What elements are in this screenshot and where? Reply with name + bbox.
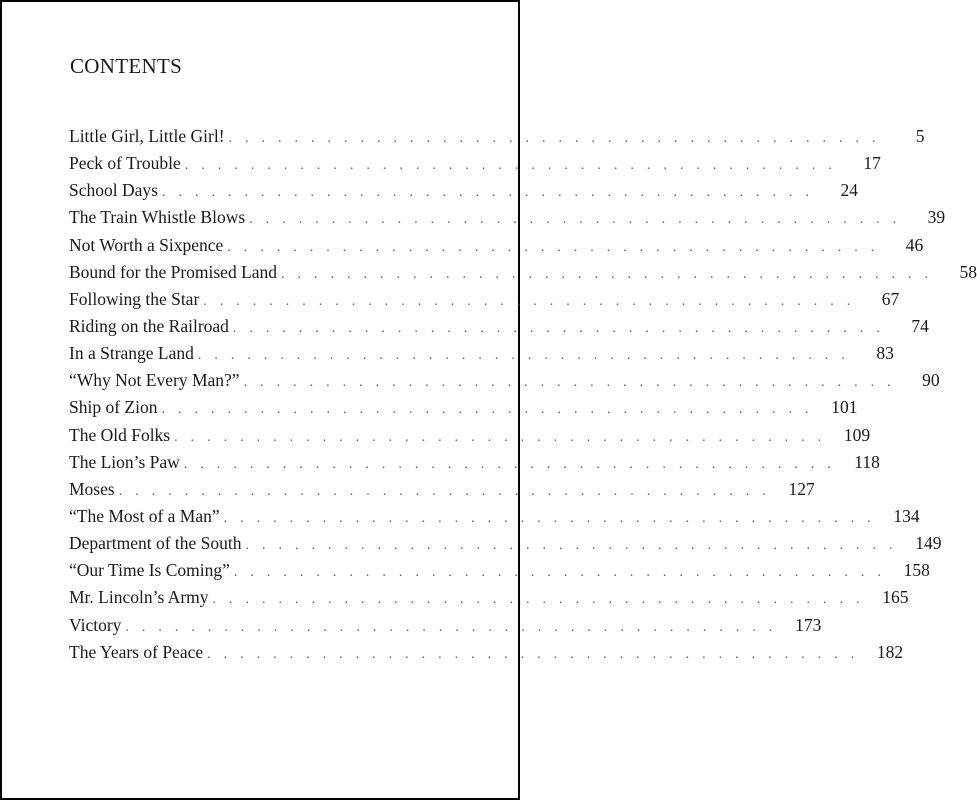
toc-entry bbox=[69, 478, 815, 506]
toc-entry bbox=[69, 614, 822, 642]
toc-entry bbox=[69, 587, 909, 614]
toc-entry-page-number: 67 bbox=[881, 288, 900, 309]
dot-leader: ........................................ bbox=[183, 456, 844, 472]
toc-entry bbox=[69, 397, 858, 424]
toc-entry-page-number: 173 bbox=[795, 614, 822, 635]
toc-entry-title: The Lion’s Paw bbox=[69, 451, 180, 472]
toc-entry-page-number: 83 bbox=[876, 343, 894, 364]
toc-entry bbox=[69, 315, 929, 343]
dot-leader: ........................................ bbox=[249, 212, 910, 228]
toc-entry bbox=[69, 288, 900, 316]
toc-entry-page-number: 158 bbox=[903, 560, 930, 581]
toc-entry-title: Bound for the Promised Land bbox=[69, 261, 278, 282]
toc-entry-title: “Why Not Every Man?” bbox=[69, 370, 240, 391]
dot-leader: ........................................ bbox=[212, 592, 873, 608]
dot-leader: ........................................ bbox=[161, 402, 822, 418]
toc-entry-title: Peck of Trouble bbox=[69, 153, 181, 174]
toc-entry-page-number: 90 bbox=[922, 370, 940, 391]
dot-leader: ........................................ bbox=[281, 266, 942, 282]
dot-leader: ........................................ bbox=[118, 483, 779, 499]
toc-entry bbox=[69, 505, 920, 533]
toc-entry-page-number: 46 bbox=[905, 234, 924, 255]
toc-entry-page-number: 101 bbox=[831, 397, 858, 418]
toc-entry bbox=[69, 424, 871, 452]
toc-entry-page-number: 58 bbox=[959, 261, 977, 282]
toc-entry bbox=[69, 641, 904, 669]
toc-entry bbox=[69, 560, 930, 587]
toc-entry bbox=[69, 234, 924, 262]
toc-entry-page-number: 182 bbox=[876, 641, 904, 662]
dot-leader: ........................................ bbox=[207, 646, 868, 662]
toc-entry bbox=[69, 533, 942, 560]
toc-entry-title: “Our Time Is Coming” bbox=[69, 560, 230, 581]
toc-entry bbox=[69, 207, 946, 234]
toc-entry-title: In a Strange Land bbox=[69, 343, 194, 364]
dot-leader: ........................................ bbox=[223, 510, 884, 526]
contents-heading: CONTENTS bbox=[70, 54, 183, 78]
toc-entry-page-number: 74 bbox=[911, 315, 929, 336]
toc-entry bbox=[69, 126, 925, 153]
toc-entry-title: Little Girl, Little Girl! bbox=[69, 126, 225, 146]
dot-leader: ........................................ bbox=[174, 429, 835, 445]
toc-entry-title: Following the Star bbox=[69, 288, 200, 309]
dot-leader: ........................................ bbox=[125, 619, 786, 635]
table-of-contents bbox=[69, 126, 977, 669]
toc-entry-title: Not Worth a Sixpence bbox=[69, 234, 224, 255]
toc-entry-page-number: 39 bbox=[927, 207, 946, 228]
dot-leader: ........................................ bbox=[232, 320, 893, 336]
dot-leader: ........................................ bbox=[227, 239, 888, 255]
toc-entry-title: Moses bbox=[69, 478, 115, 499]
toc-entry bbox=[69, 261, 977, 289]
toc-entry-title: Ship of Zion bbox=[69, 397, 158, 418]
toc-entry-title: Mr. Lincoln’s Army bbox=[69, 587, 209, 608]
dot-leader: ........................................ bbox=[245, 538, 906, 554]
dot-leader: ........................................ bbox=[161, 185, 822, 201]
toc-entry-page-number: 134 bbox=[893, 505, 920, 526]
toc-entry bbox=[69, 343, 894, 370]
dot-leader: ........................................ bbox=[184, 158, 845, 174]
toc-entry-title: School Days bbox=[69, 180, 158, 201]
toc-entry-title: Riding on the Railroad bbox=[69, 315, 229, 336]
dot-leader: ........................................ bbox=[203, 293, 864, 309]
dot-leader: ........................................ bbox=[233, 565, 894, 581]
toc-entry-page-number: 24 bbox=[840, 180, 858, 201]
toc-entry-title: “The Most of a Man” bbox=[69, 505, 220, 526]
toc-entry-page-number: 5 bbox=[915, 126, 925, 146]
toc-entry-title: The Old Folks bbox=[69, 424, 171, 445]
toc-entry bbox=[69, 153, 881, 180]
toc-entry-page-number: 149 bbox=[915, 533, 942, 554]
toc-entry-page-number: 17 bbox=[863, 153, 881, 174]
toc-entry bbox=[69, 180, 858, 207]
toc-entry-page-number: 127 bbox=[788, 478, 815, 499]
toc-entry-title: Department of the South bbox=[69, 533, 242, 554]
dot-leader: ........................................ bbox=[243, 375, 904, 391]
toc-entry-title: Victory bbox=[69, 614, 122, 635]
toc-entry bbox=[69, 370, 940, 397]
toc-entry-title: The Train Whistle Blows bbox=[69, 207, 246, 228]
toc-entry bbox=[69, 451, 880, 479]
toc-entry-page-number: 165 bbox=[882, 587, 909, 608]
toc-entry-title: The Years of Peace bbox=[69, 641, 204, 662]
dot-leader: ........................................ bbox=[197, 348, 858, 364]
dot-leader: ........................................ bbox=[228, 131, 889, 146]
toc-entry-page-number: 118 bbox=[854, 451, 880, 472]
toc-entry-page-number: 109 bbox=[843, 424, 871, 445]
